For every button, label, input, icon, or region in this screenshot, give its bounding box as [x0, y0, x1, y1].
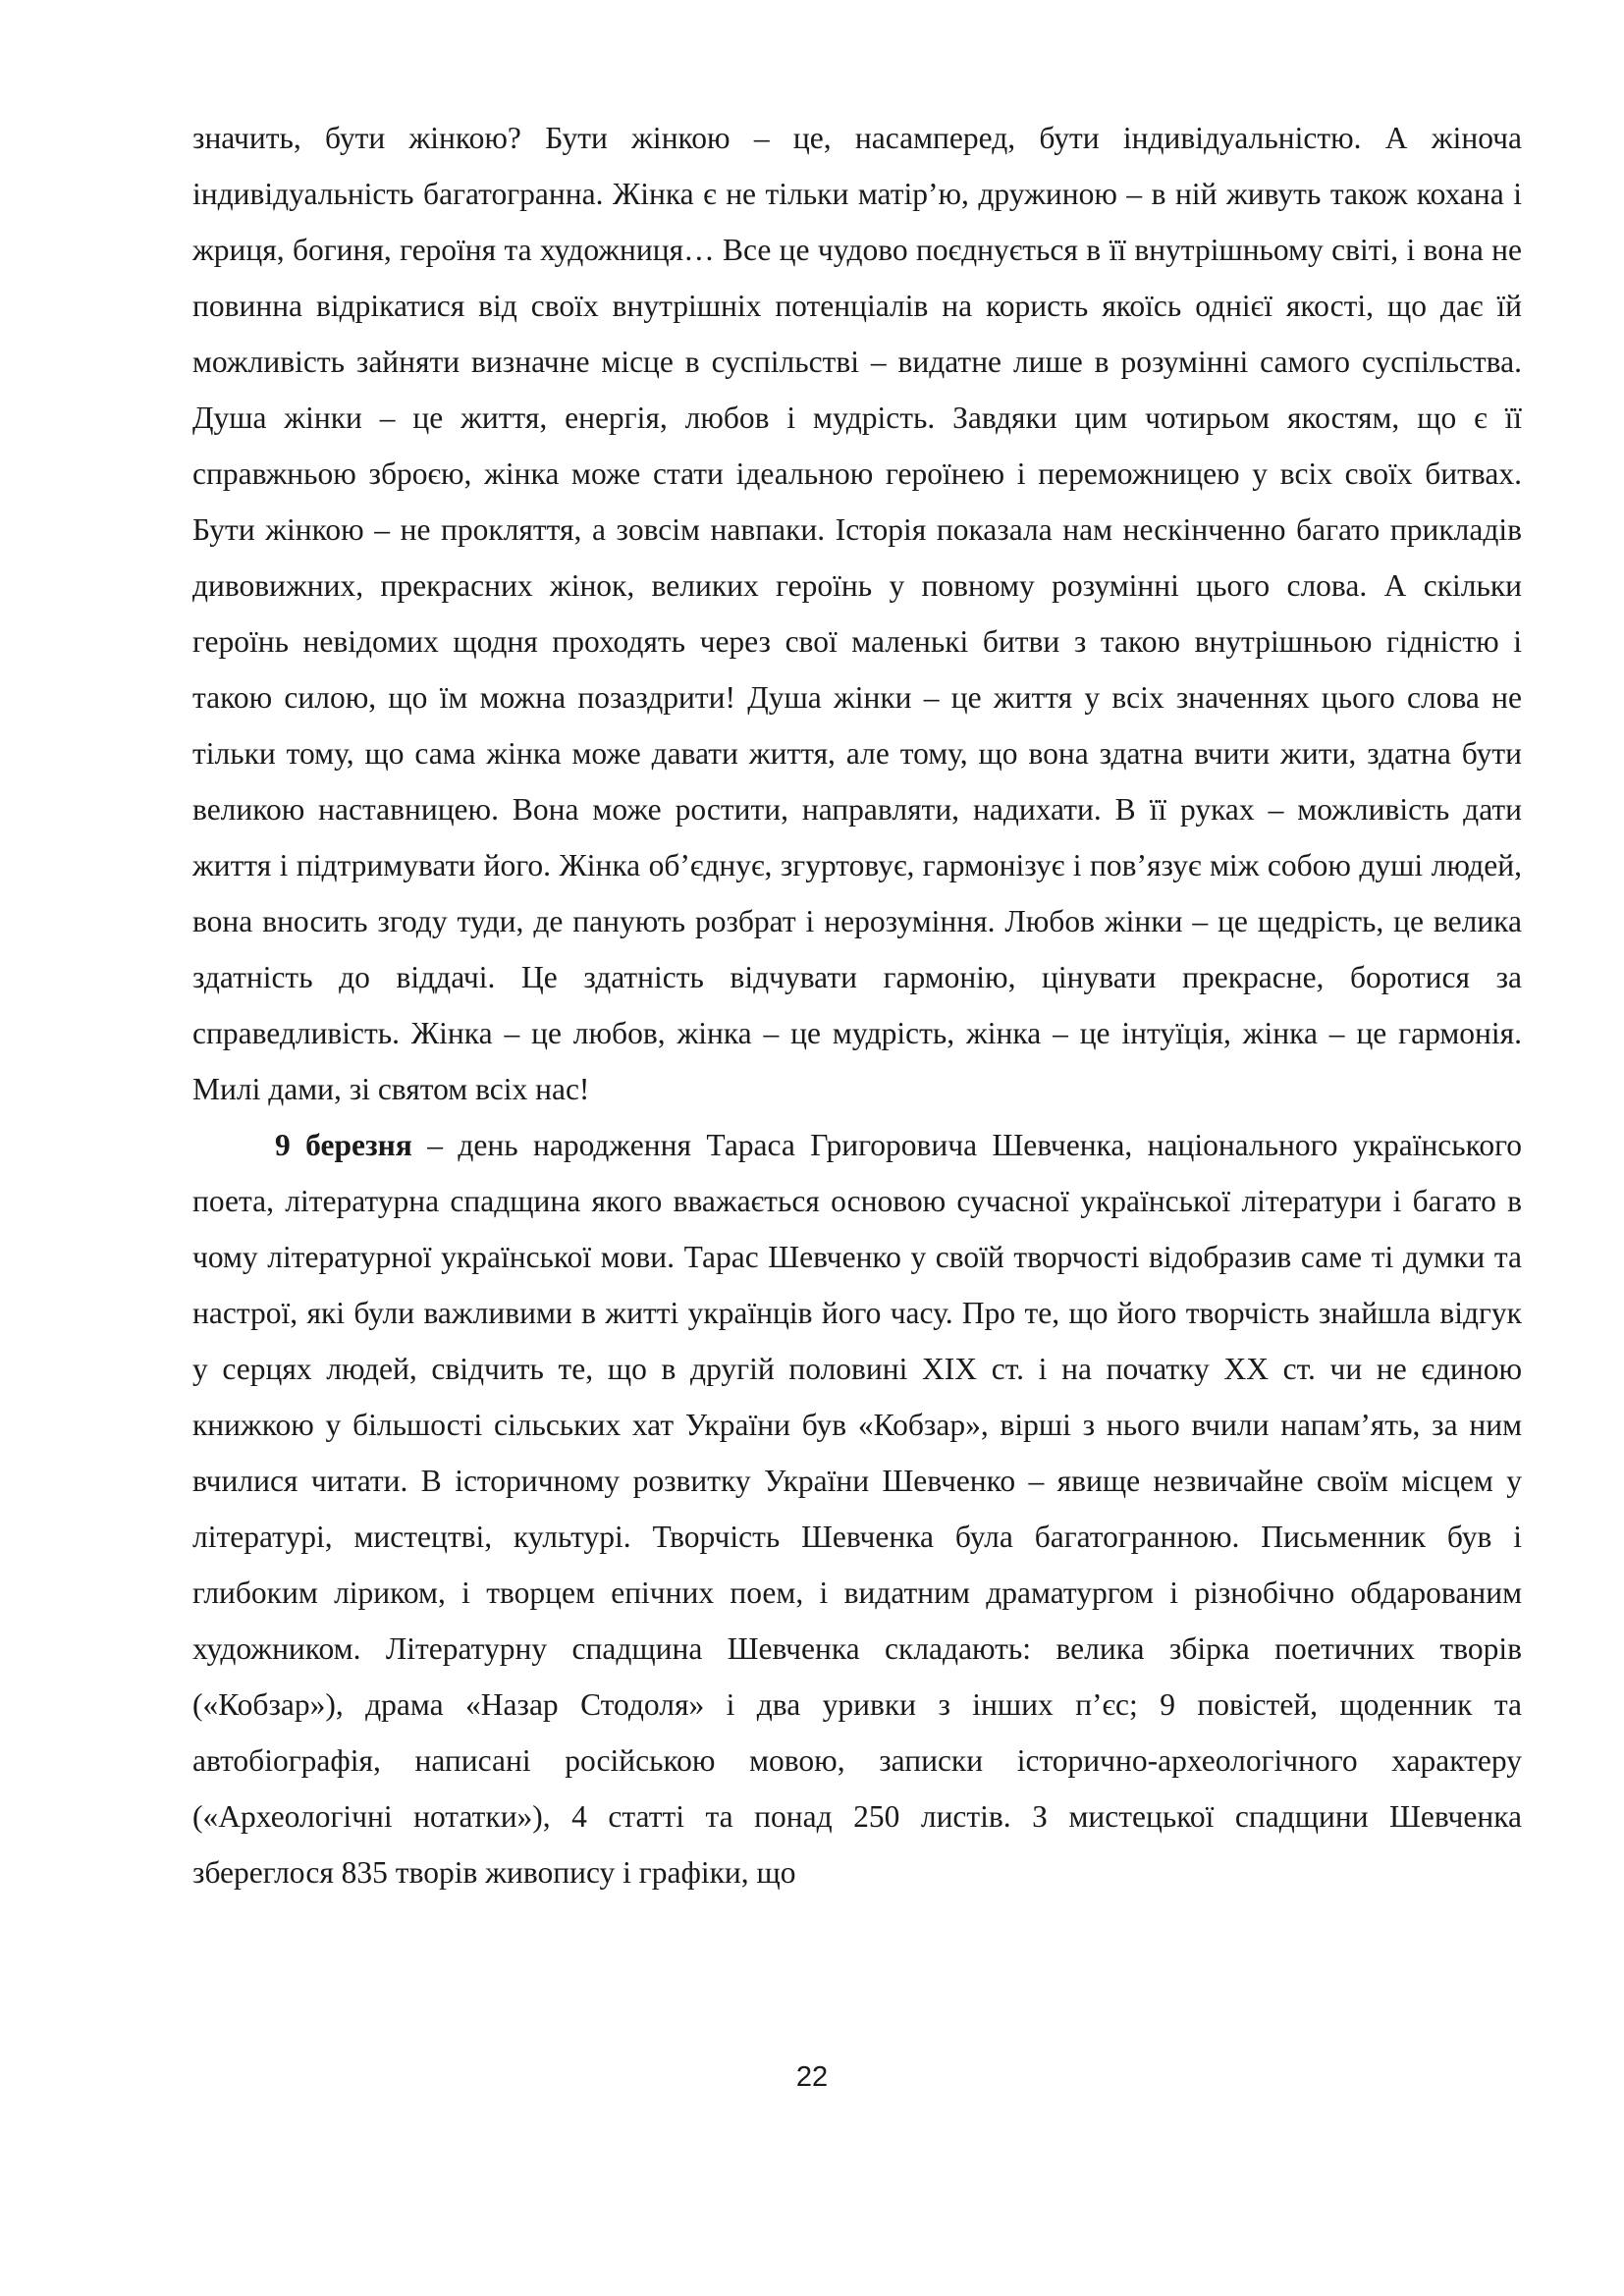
paragraph-text: – день народження Тараса Григоровича Шевченка, національного українського поета, літературна спадщина якого вважається основою сучасної української літератури і багато в чому літературної української мови. Тарас Шевченко у своїй творчості відобразив саме ті думки та настрої, які були важливими в житті українців його часу. Про те, що його творчість знайшла відгук у серцях людей, свідчить те, що в другій половині XIX ст. і на початку XX ст. чи не єдиною книжкою у більшості сільських хат України був «Кобзар», вірші з нього вчили напам’ять, за ним вчилися читати. В історичному розвитку України Шевченко – явище незвичайне своїм місцем у літературі, мистецтві, культурі. Творчість Шевченка була багатогранною. Письменник був і глибоким ліриком, і творцем епічних поем, і видатним драматургом і різнобічно обдарованим художником. Літературну спадщина Шевченка складають: велика збірка поетичних творів («Кобзар»), драма «Назар Стодоля» і два уривки з інших п’єс; 9 повістей, щоденник та автобіографія, написані російською мовою, записки історично-археологічного характеру («Археологічні нотатки»), 4 статті та понад 250 листів. З мистецької спадщини Шевченка збереглося 835 творів живопису і графіки, що: [192, 1128, 1522, 1890]
paragraph-shevchenko: [192, 1117, 1522, 1900]
page-body: [192, 110, 1522, 1900]
page-number: 22: [795, 2061, 829, 2093]
paragraph-womens-day: [192, 110, 1522, 1117]
paragraph-text: значить, бути жінкою? Бути жінкою – це, насамперед, бути індивідуальністю. А жіноча індивідуальність багатогранна. Жінка є не тільки матір’ю, дружиною – в ній живуть також кохана і жриця, богиня, героїня та художниця… Все це чудово поєднується в її внутрішньому світі, і вона не повинна відрікатися від своїх внутрішніх потенціалів на користь якоїсь однієї якості, що дає їй можливість зайняти визначне місце в суспільстві – видатне лише в розумінні самого суспільства. Душа жінки – це життя, енергія, любов і мудрість. Завдяки цим чотирьом якостям, що є її справжньою зброєю, жінка може стати ідеальною героїнею і переможницею у всіх своїх битвах. Бути жінкою – не прокляття, а зовсім навпаки. Історія показала нам нескінченно багато прикладів дивовижних, прекрасних жінок, великих героїнь у повному розумінні цього слова. А скільки героїнь невідомих щодня проходять через свої маленькі битви з такою внутрішньою гідністю і такою силою, що їм можна позаздрити! Душа жінки – це життя у всіх значеннях цього слова не тільки тому, що сама жінка може давати життя, але тому, що вона здатна вчити жити, здатна бути великою наставницею. Вона може ростити, направляти, надихати. В її руках – можливість дати життя і підтримувати його. Жінка об’єднує, згуртовує, гармонізує і пов’язує між собою душі людей, вона вносить згоду туди, де панують розбрат і нерозуміння. Любов жінки – це щедрість, це велика здатність до віддачі. Це здатність відчувати гармонію, цінувати прекрасне, боротися за справедливість. Жінка – це любов, жінка – це мудрість, жінка – це інтуїція, жінка – це гармонія. Милі дами, зі святом всіх нас!: [192, 121, 1522, 1106]
date-heading: 9 березня: [275, 1128, 412, 1162]
